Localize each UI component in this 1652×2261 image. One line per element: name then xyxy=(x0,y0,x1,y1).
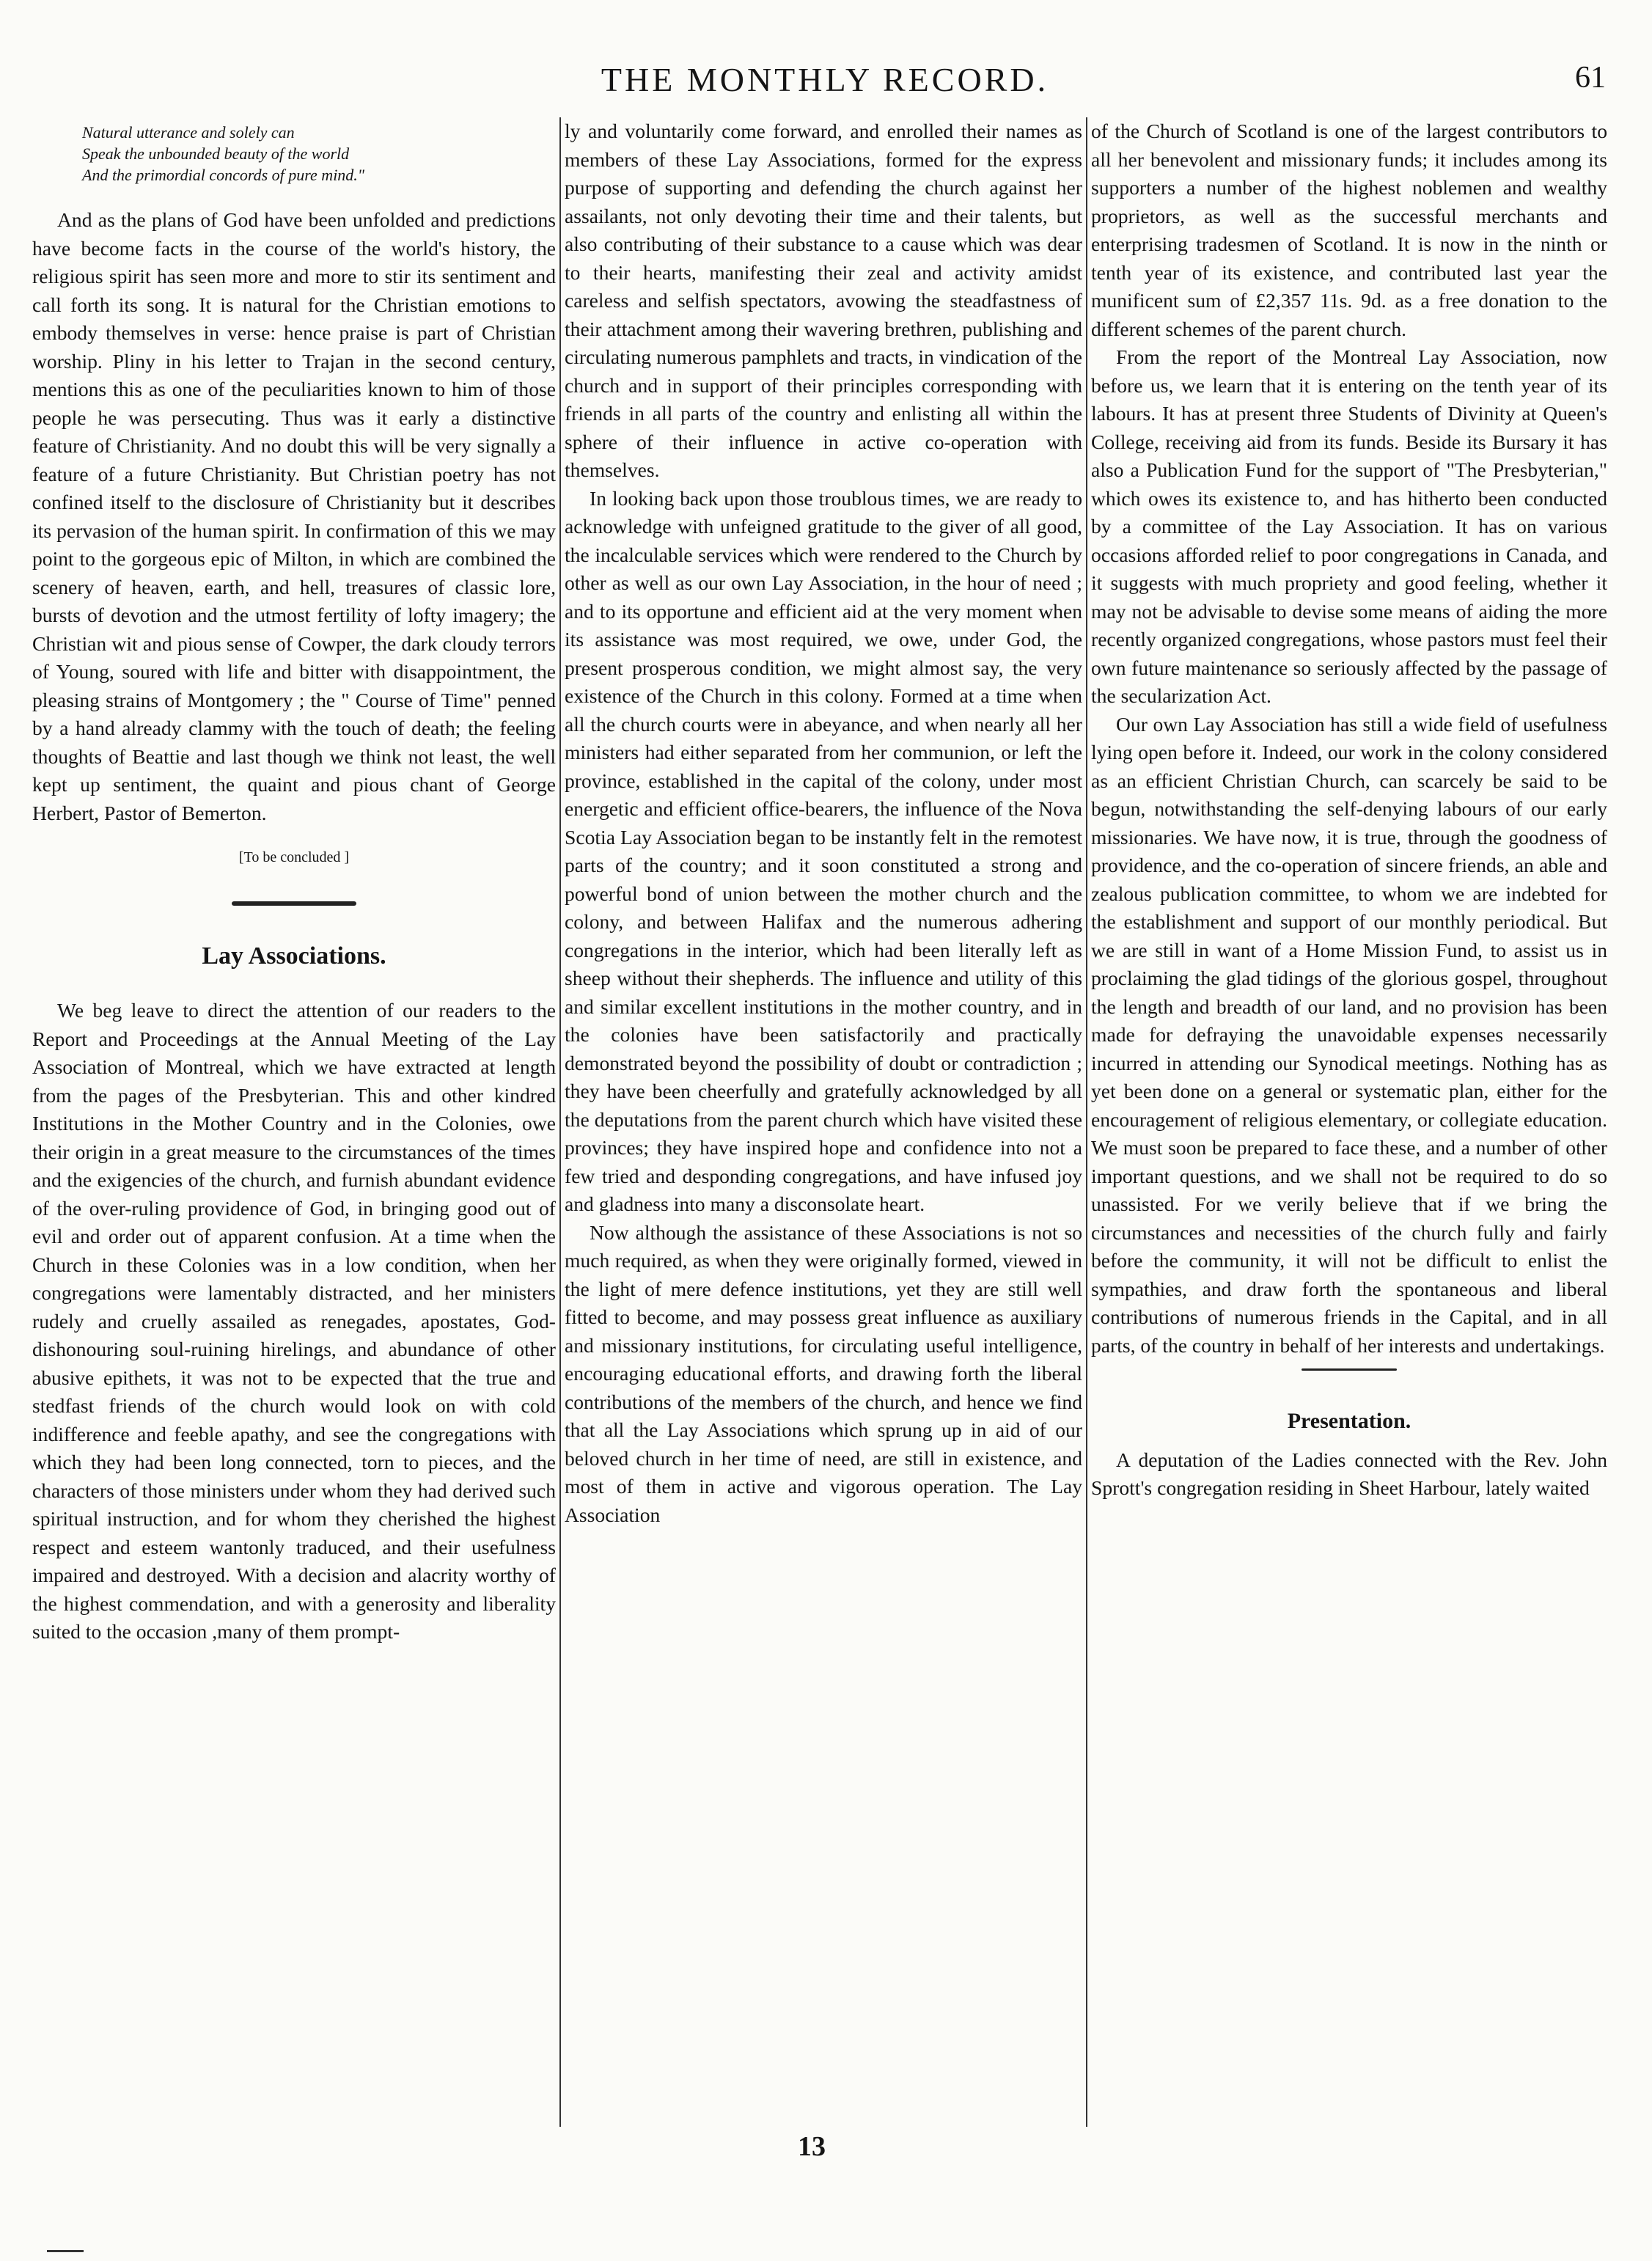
paragraph: We beg leave to direct the attention of our readers to the Report and Proceedings at the Annual Meeting of the Lay Association of Montreal, which we have extracted at length from the pages of the Presbyterian. This and other kindred Institutions in the Mother Country and in the Colonies, owe their origin in a great measure to the circumstances of the times and the exigencies of the church, and furnish abundant evidence of the over-ruling providence of God, in bringing good out of evil and order out of apparent confusion. At a time when the Church in these Colonies was in a low condition, when her congregations were lamentably distracted, and her ministers rudely and cruelly assailed as renegades, apostates, God-dishonouring soul-ruining hirelings, and abundance of other abusive epithets, it was not to be expected that the true and stedfast friends of the church would look on with cold indifference and feeble apathy, and see the congregations with which they had been long connected, torn to pieces, and the characters of those ministers under whom they had derived such spiritual instruction, and for whom they cherished the highest respect and esteem wantonly traduced, and their usefulness impaired and destroyed. With a decision and alacrity worthy of the highest commendation, and with a generosity and liberality suited to the occasion ,many of them prompt- xyxy=(32,999,556,1643)
paragraph: Now although the assistance of these Associations is not so much required, as when they were originally formed, viewed in the light of mere defence institutions, yet they are still well fitted to become, and may possess great influence as auxiliary and missionary institutions, for circulating useful intelligence, encouraging educational efforts, and drawing forth the liberal contributions of the members of the church, and hence we find that all the Lay Associations which sprung up in aid of our beloved church in her time of need, are still in existence, and most of them in active and vigorous operation. The Lay Association xyxy=(565,1220,1082,1526)
poem-line: Natural utterance and solely can xyxy=(82,123,295,142)
paragraph: ly and voluntarily come forward, and enrolled their names as members of these Lay Associations, formed for the express purpose of supporting and defending the church against her assailants, not only devoting their time and their talents, but also contributing of their substance to a cause which was dear to their hearts, manifesting their zeal and activity amidst careless and selfish spectators, avowing the steadfastness of their attachment among their wavering brethren, publishing and circulating numerous pamphlets and tracts, in vindication of the church and in support of their principles corresponding with friends in all parts of the country and enlisting all within the sphere of their influence in active co-operation with themselves. xyxy=(565,120,1082,481)
section-title-presentation: Presentation. xyxy=(1287,1409,1411,1433)
page-header xyxy=(44,60,1606,111)
paragraph: of the Church of Scotland is one of the largest contributors to all her benevolent and missionary funds; it includes among its supporters a number of the highest noblemen and wealthy proprietors, as well as the successful merchants and enterprising tradesmen of Scotland. It is now in the ninth or tenth year of its existence, and contributed last year the munificent sum of £2,357 11s. 9d. as a free donation to the different schemes of the parent church. xyxy=(1091,120,1607,340)
ornament-rule xyxy=(232,901,356,906)
paragraph: Our own Lay Association has still a wide field of usefulness lying open before it. Indeed, our work in the colony considered as an efficient Christian Church, can scarcely be said to be begun, notwithstanding the self-denying labours of our early missionaries. We have now, it is true, through the goodness of providence, and the co-operation of sincere friends, an able and zealous publication committee, to whom we are indebted for the establishment and support of our monthly periodical. But we are still in want of a Home Mission Fund, to assist us in proclaiming the glad tidings of the glorious gospel, throughout the length and breadth of our land, and no provision has been made for defraying the unavoidable expenses necessarily incurred in attending our Synodical meetings. Nothing has as yet been done on a general or systematic plan, either for the encouragement of religious elementary, or collegiate education. We must soon be prepared to face these, and a number of other important questions, and we shall not be required to do so unassisted. For we verily believe that if we bring the circumstances and necessities of the church fully and fairly before the community, it will not be difficult to enlist the sympathies, and draw forth the spontaneous and liberal contributions of numerous friends in the Capital, and in all parts, of the country in behalf of her interests and undertakings. xyxy=(1091,712,1607,1357)
footer-dash xyxy=(47,2250,84,2252)
printer-signature-mark: 13 xyxy=(798,2131,826,2162)
to-be-concluded-note: [To be concluded ] xyxy=(238,849,350,865)
paragraph: In looking back upon those troublous times, we are ready to acknowledge with unfeigned gratitude to the giver of all good, the incalculable services which were rendered to the Church by other as well as our own Lay Association, in the hour of need ; and to its opportune and efficient aid at the very moment when its assistance was most required, we owe, under God, the present prosperous condition, we might almost say, the very existence of the Church in this colony. Formed at a time when all the church courts were in abeyance, and when nearly all her ministers had either separated from her communion, or left the province, established in the capital of the colony, under most energetic and efficient office-bearers, the influence of the Nova Scotia Lay Association began to be instantly felt in the remotest parts of the country; and it soon constituted a strong and powerful bond of union between the mother church and the colony, and between Halifax and the numerous adhering congregations in the interior, which had been literally left as sheep without their shepherds. The influence and utility of this and similar excellent institutions in the mother country, and in the colonies have been satisfactorily and practically demonstrated beyond the possibility of doubt or contradiction ; they have been cheerfully and gratefully acknowledged by all the deputations from the parent church which have visited these provinces; they have inspired hope and confidence into not a few tried and desponding congregations, and have infused joy and gladness into many a disconsolate heart. xyxy=(565,486,1082,1215)
section-title-lay-associations: Lay Associations. xyxy=(202,942,386,970)
poem-quote xyxy=(82,122,556,186)
poem-line: And the primordial concords of pure mind." xyxy=(82,166,365,184)
column-rule-right xyxy=(1086,117,1087,2127)
page-number: 61 xyxy=(1575,61,1606,95)
paragraph: And as the plans of God have been unfolded and predictions have become facts in the course of the world's history, the religious spirit has seen more and more to stir its sentiment and call forth its song. It is natural for the Christian emotions to embody themselves in verse: hence praise is part of Christian worship. Pliny in his letter to Trajan in the second century, mentions this as one of the peculiarities known to him of those people he was persecuting. Thus was it early a distinctive feature of Christianity. And no doubt this will be very signally a feature of a future Christianity. But Christian poetry has not confined itself to the disclosure of Christianity but it describes its pervasion of the human spirit. In confirmation of this we may point to the gorgeous epic of Milton, in which are combined the scenery of heaven, earth, and hell, treasures of classic lore, bursts of devotion and the utmost fertility of lofty imagery; the Christian wit and pious sense of Cowper, the dark cloudy terrors of Young, soured with life and bitter with disappointment, the pleasing strains of Montgomery ; the " Course of Time" penned by a hand already clammy with the touch of death; the feeling thoughts of Beattie and last though we think not least, the well kept up sentiment, the quaint and pious chant of George Herbert, Pastor of Bemerton. xyxy=(32,208,556,824)
paragraph: A deputation of the Ladies connected with the Rev. John Sprott's congregation residing in Sheet Harbour, lately waited xyxy=(1091,1448,1607,1499)
ornament-rule xyxy=(1302,1368,1397,1371)
poem-line: Speak the unbounded beauty of the world xyxy=(82,144,350,163)
column-2 xyxy=(565,117,1082,2127)
column-1 xyxy=(32,117,556,2127)
running-title: THE MONTHLY RECORD. xyxy=(601,61,1049,98)
column-rule-left xyxy=(559,117,561,2127)
paragraph: From the report of the Montreal Lay Association, now before us, we learn that it is entering on the tenth year of its labours. It has at present three Students of Divinity at Queen's College, receiving aid from its funds. Beside its Bursary it has also a Publication Fund for the support of "The Presbyterian," which owes its existence to, and has hitherto been conducted by a committee of the Lay Association. It has on various occasions afforded relief to poor congregations in Canada, and it suggests with much propriety and good feeling, whether it may not be advisable to devise some means of aiding the more recently organized congregations, whose pastors must feel their own future maintenance so seriously affected by the passage of the secularization Act. xyxy=(1091,345,1607,707)
column-3 xyxy=(1091,117,1607,2127)
